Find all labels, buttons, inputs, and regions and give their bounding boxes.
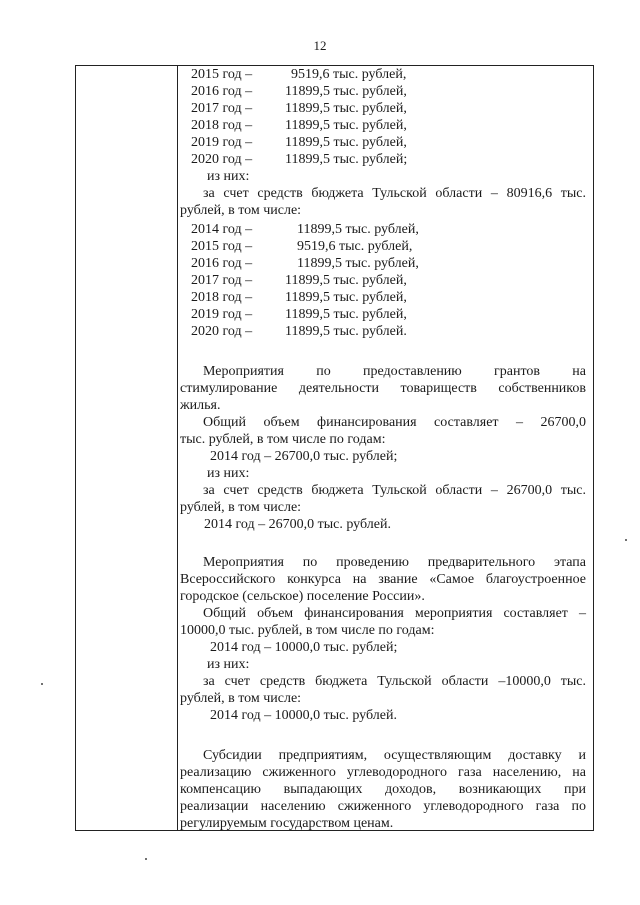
- year-label: 2019 год –: [191, 307, 253, 322]
- grants-funding-line2: тыс. рублей, в том числе по годам:: [180, 432, 386, 447]
- amount-value: 11899,5 тыс. рублей.: [285, 324, 407, 339]
- subsidy-line1: Субсидии предприятиям, осуществляющим доставку и: [203, 748, 586, 763]
- contest-iz-nih: из них:: [207, 657, 250, 672]
- contest-tula-line1: за счет средств бюджета Тульской области –10000,0 тыс.: [203, 674, 586, 689]
- grants-tula-year-line: 2014 год – 26700,0 тыс. рублей.: [204, 517, 391, 532]
- grants-tula-line2: рублей, в том числе:: [180, 500, 302, 515]
- page-number: 12: [313, 38, 327, 53]
- scan-speck: [41, 683, 43, 685]
- grants-funding-line1: Общий объем финансирования составляет – 26700,0: [203, 415, 586, 430]
- year-label: 2017 год –: [191, 101, 253, 116]
- contest-tula-year-line: 2014 год – 10000,0 тыс. рублей.: [210, 708, 397, 723]
- amount-value: 11899,5 тыс. рублей,: [285, 307, 407, 322]
- amount-value: 11899,5 тыс. рублей,: [285, 84, 407, 99]
- left-cell-empty: [76, 66, 178, 830]
- amount-value: 11899,5 тыс. рублей,: [285, 101, 407, 116]
- year-label: 2020 год –: [191, 152, 253, 167]
- subsidy-line2: реализацию сжиженного углеводородного газа населению, на: [180, 765, 586, 780]
- amount-value: 11899,5 тыс. рублей,: [297, 256, 419, 271]
- scan-speck: [145, 858, 147, 860]
- amount-value: 11899,5 тыс. рублей,: [285, 273, 407, 288]
- subsidy-line4: реализации населению сжиженного углеводородного газа по: [180, 799, 586, 814]
- grants-year-line: 2014 год – 26700,0 тыс. рублей;: [210, 449, 398, 464]
- iz-nih-label: из них:: [207, 169, 250, 184]
- year-label: 2016 год –: [191, 256, 253, 271]
- year-label: 2018 год –: [191, 290, 253, 305]
- contest-funding-line1: Общий объем финансирования мероприятия составляет –: [203, 606, 586, 621]
- grants-iz-nih: из них:: [207, 466, 250, 481]
- year-label: 2020 год –: [191, 324, 253, 339]
- year-label: 2018 год –: [191, 118, 253, 133]
- scan-speck: [625, 539, 627, 541]
- amount-value: 11899,5 тыс. рублей,: [297, 222, 419, 237]
- subsidy-line3: компенсацию выпадающих доходов, возникающих при: [180, 782, 586, 797]
- contest-tula-line2: рублей, в том числе:: [180, 691, 302, 706]
- subsidy-line5: регулируемым государством ценам.: [180, 816, 394, 831]
- grants-heading-line1: Мероприятия по предоставлению грантов на: [203, 364, 586, 379]
- contest-heading-line2: Всероссийского конкурса на звание «Самое благоустроенное: [180, 572, 586, 587]
- amount-value: 11899,5 тыс. рублей,: [285, 118, 407, 133]
- year-label: 2019 год –: [191, 135, 253, 150]
- contest-heading-line3: городское (сельское) поселение России».: [180, 589, 425, 604]
- year-label: 2015 год –: [191, 67, 253, 82]
- grants-heading-line3: жилья.: [180, 398, 221, 413]
- year-label: 2014 год –: [191, 222, 253, 237]
- tula-budget-total-line: за счет средств бюджета Тульской области – 80916,6 тыс.: [203, 186, 586, 201]
- contest-year-line: 2014 год – 10000,0 тыс. рублей;: [210, 640, 398, 655]
- amount-value: 11899,5 тыс. рублей;: [285, 152, 408, 167]
- grants-tula-line1: за счет средств бюджета Тульской области – 26700,0 тыс.: [203, 483, 586, 498]
- amount-value: 9519,6 тыс. рублей,: [297, 239, 413, 254]
- contest-funding-line2: 10000,0 тыс. рублей, в том числе по годам:: [180, 623, 435, 638]
- amount-value: 11899,5 тыс. рублей,: [285, 290, 407, 305]
- contest-heading-line1: Мероприятия по проведению предварительного этапа: [203, 555, 586, 570]
- tula-budget-total-line2: рублей, в том числе:: [180, 203, 302, 218]
- grants-heading-line2: стимулирование деятельности товариществ собственников: [180, 381, 586, 396]
- year-label: 2015 год –: [191, 239, 253, 254]
- year-label: 2016 год –: [191, 84, 253, 99]
- amount-value: 9519,6 тыс. рублей,: [291, 67, 407, 82]
- amount-value: 11899,5 тыс. рублей,: [285, 135, 407, 150]
- year-label: 2017 год –: [191, 273, 253, 288]
